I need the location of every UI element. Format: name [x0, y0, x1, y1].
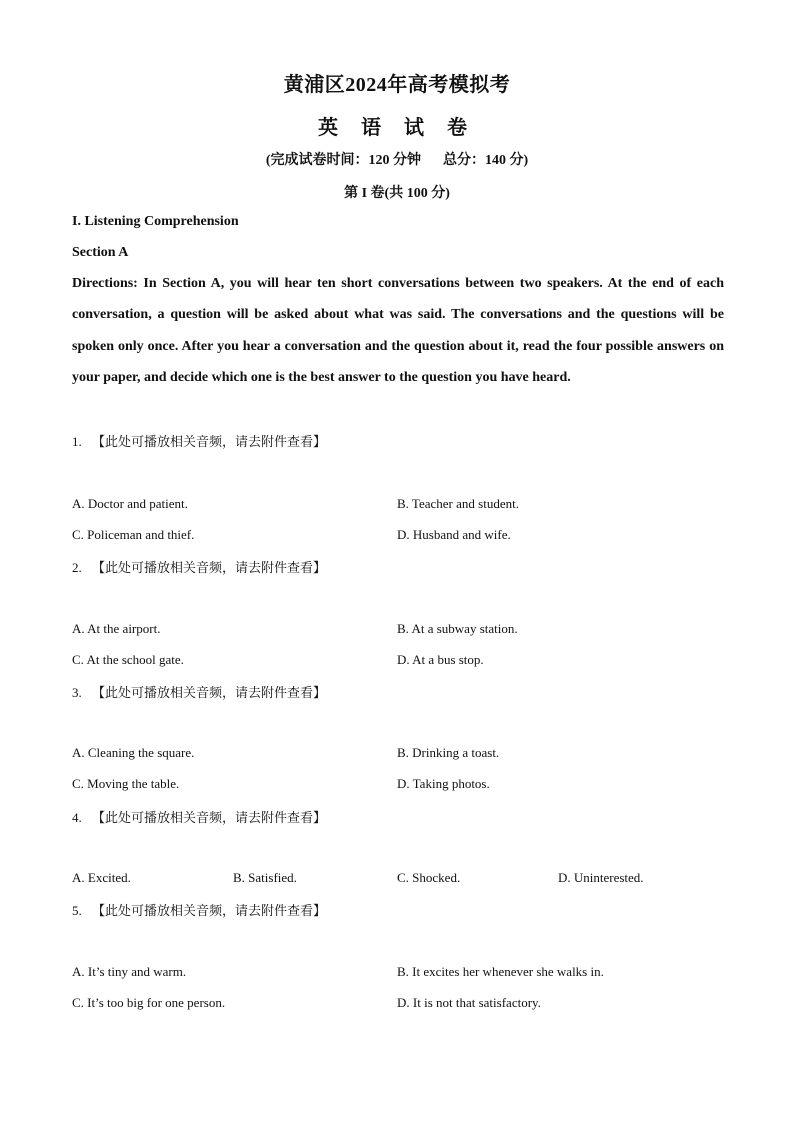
volume-heading: 第 I 卷(共 100 分)	[344, 186, 450, 201]
question-5	[72, 900, 326, 919]
option-5b: B. It excites her whenever she walks in.	[397, 964, 604, 979]
option-5c: C. It’s too big for one person.	[72, 995, 226, 1010]
option-1d: D. Husband and wife.	[397, 527, 511, 542]
section-heading: Section A	[72, 245, 129, 260]
option-4b: B. Satisfied.	[233, 870, 297, 885]
audio-note: 【此处可播放相关音频，请去附件查看】	[92, 810, 327, 825]
option-1c: C. Policeman and thief.	[72, 527, 195, 542]
audio-note: 【此处可播放相关音频，请去附件查看】	[92, 903, 327, 918]
option-5a: A. It’s tiny and warm.	[72, 964, 187, 979]
question-number: 2.	[72, 560, 82, 575]
exam-time: (完成试卷时间：120 分钟	[265, 153, 421, 168]
audio-note: 【此处可播放相关音频，请去附件查看】	[92, 685, 327, 700]
option-3d: D. Taking photos.	[397, 776, 490, 791]
question-number: 5.	[72, 903, 82, 918]
page-title: 黄浦区2024年高考模拟考	[283, 74, 511, 96]
exam-score: 总分：140 分)	[443, 153, 529, 168]
audio-note: 【此处可播放相关音频，请去附件查看】	[92, 560, 327, 575]
exam-meta	[0, 149, 794, 169]
directions-paragraph: Directions: In Section A, you will hear ten short conversations between two speakers. At the end of each conversation, a question will be asked about what was said. The conversations and the questions will be spoken only once. After you hear a conversation and the question about it, read the four possible answers on your paper, and decide which one is the best answer to the question you have heard.	[72, 276, 724, 385]
option-3c: C. Moving the table.	[72, 776, 180, 791]
option-2c: C. At the school gate.	[72, 652, 184, 667]
option-4c: C. Shocked.	[397, 870, 461, 885]
page-subtitle: 英 语 试 卷	[318, 117, 476, 139]
option-2b: B. At a subway station.	[397, 621, 518, 636]
option-1b: B. Teacher and student.	[397, 496, 519, 511]
option-5d: D. It is not that satisfactory.	[397, 995, 541, 1010]
question-1	[72, 431, 326, 450]
audio-note: 【此处可播放相关音频，请去附件查看】	[92, 434, 327, 449]
option-3a: A. Cleaning the square.	[72, 745, 195, 760]
question-number: 4.	[72, 810, 82, 825]
option-2a: A. At the airport.	[72, 621, 161, 636]
question-4	[72, 807, 326, 826]
question-2	[72, 557, 326, 576]
option-2d: D. At a bus stop.	[397, 652, 484, 667]
option-1a: A. Doctor and patient.	[72, 496, 188, 511]
option-4d: D. Uninterested.	[558, 870, 644, 885]
question-number: 3.	[72, 685, 82, 700]
option-4a: A. Excited.	[72, 870, 131, 885]
question-3	[72, 682, 326, 701]
option-3b: B. Drinking a toast.	[397, 745, 500, 760]
part-heading: I. Listening Comprehension	[72, 214, 239, 229]
question-number: 1.	[72, 434, 82, 449]
